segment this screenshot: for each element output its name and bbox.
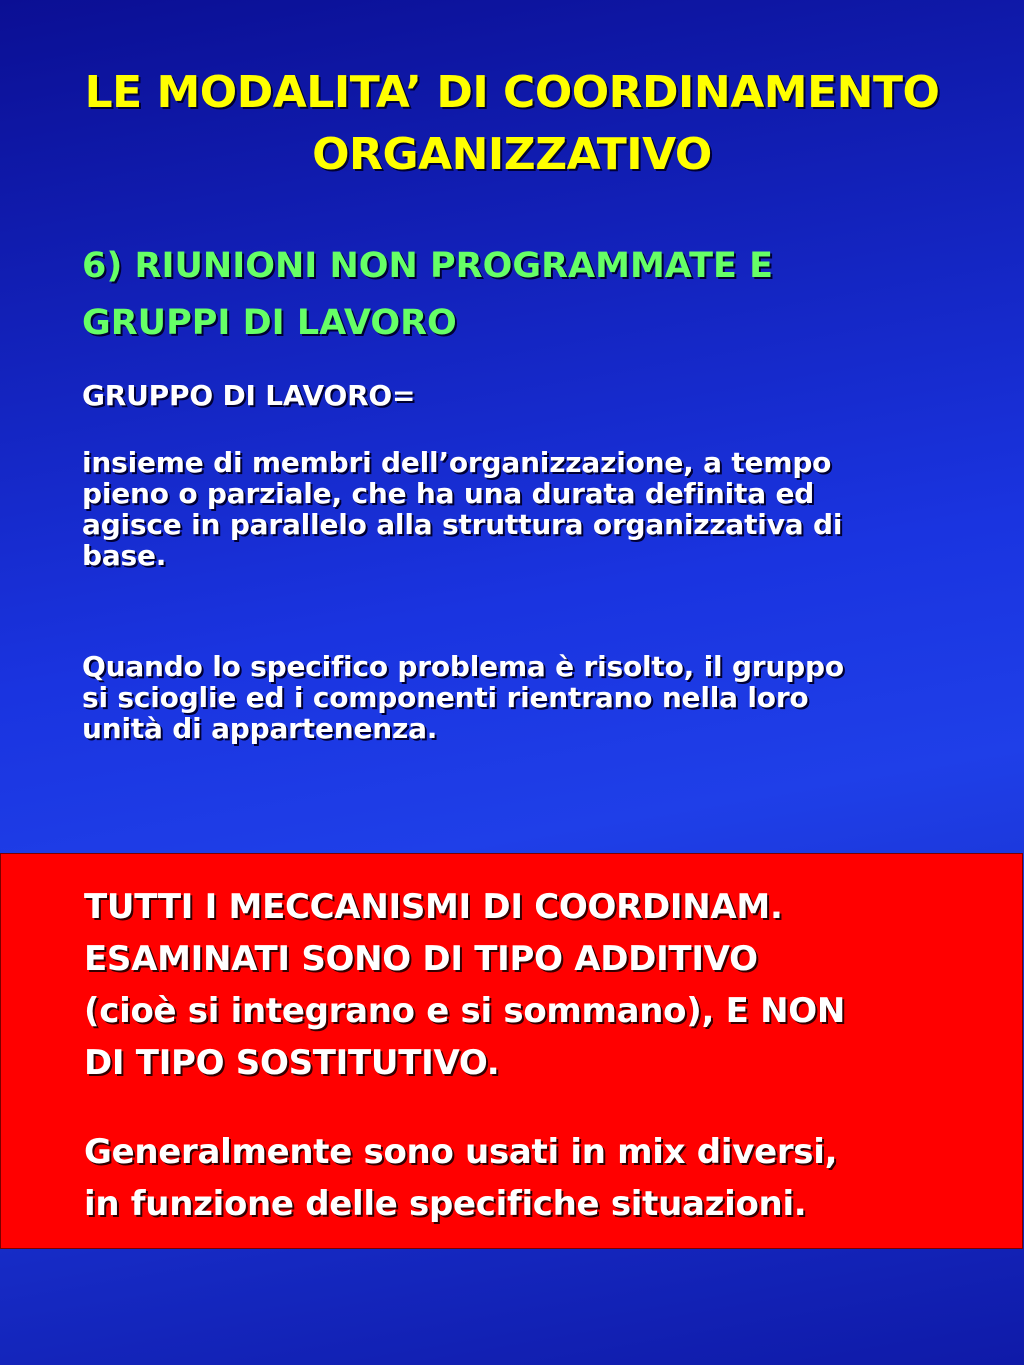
closing-line-3: unità di appartenenza. [82,712,438,745]
definition-line-3: agisce in parallelo alla struttura organizzativa di [82,508,843,541]
callout-p2-line-1: Generalmente sono usati in mix diversi, [84,1132,838,1172]
definition-line-1: insieme di membri dell’organizzazione, a tempo [82,446,832,479]
callout-box [0,853,1023,1249]
section-heading-line-2: GRUPPI DI LAVORO [82,303,457,343]
closing-line-2: si scioglie ed i componenti rientrano nella loro [82,681,809,714]
section-heading [82,238,982,352]
definition-label-text: GRUPPO DI LAVORO= [82,379,416,412]
callout-paragraph-2 [84,1126,1014,1230]
callout-p1-line-3: (cioè si integrano e si sommano), E NON [84,991,846,1031]
callout-p1-line-1: TUTTI I MECCANISMI DI COORDINAM. [84,887,783,927]
closing-paragraph [82,651,1007,744]
definition-line-4: base. [82,539,167,572]
slide-title-line-2: ORGANIZZATIVO [312,129,712,180]
callout-p1-line-2: ESAMINATI SONO DI TIPO ADDITIVO [84,939,758,979]
callout-p1-line-4: DI TIPO SOSTITUTIVO. [84,1043,500,1083]
definition-label [82,380,1007,411]
slide-title [0,62,1024,186]
closing-line-1: Quando lo specifico problema è risolto, il gruppo [82,650,844,683]
callout-paragraph-1 [84,881,1014,1089]
section-heading-line-1: 6) RIUNIONI NON PROGRAMMATE E [82,246,774,286]
definition-line-2: pieno o parziale, che ha una durata definita ed [82,477,815,510]
slide-title-line-1: LE MODALITA’ DI COORDINAMENTO [84,67,940,118]
callout-p2-line-2: in funzione delle specifiche situazioni. [84,1184,807,1224]
definition-paragraph [82,447,1007,571]
